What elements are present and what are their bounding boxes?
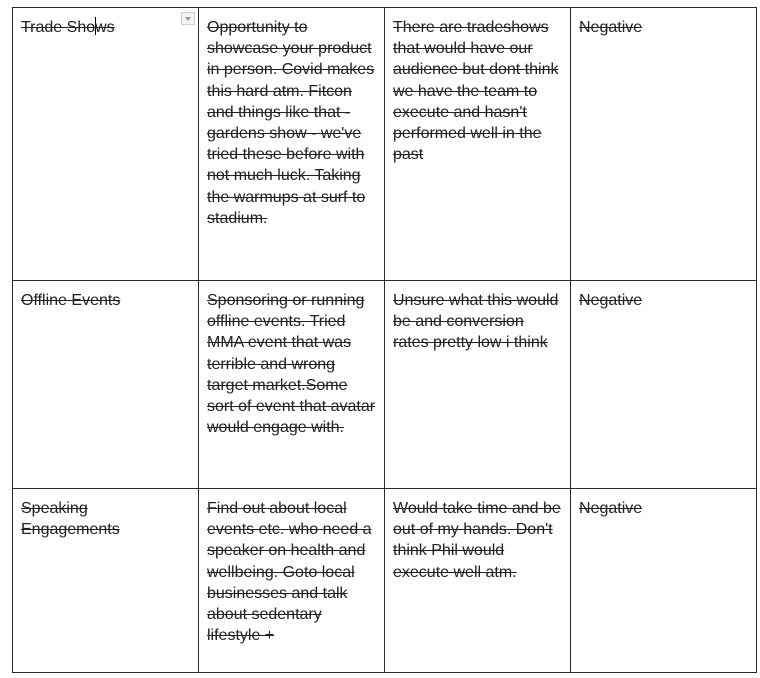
table-cell-rating[interactable] <box>571 8 757 281</box>
table-row <box>13 281 757 489</box>
description-text: Find out about local events etc. who need a speaker on health and wellbeing. Goto local businesses and talk about sedentary lifestyle + <box>207 500 372 645</box>
table-cell-rating[interactable] <box>571 281 757 489</box>
table-cell-description[interactable] <box>199 281 385 489</box>
rating-text: Negative <box>579 19 643 36</box>
rating-text: Negative <box>579 292 643 309</box>
table-cell-notes[interactable] <box>385 281 571 489</box>
chevron-down-icon[interactable] <box>181 12 195 25</box>
channel-label: Trade Shows <box>21 19 115 36</box>
table-cell-notes[interactable] <box>385 8 571 281</box>
table-cell-channel[interactable] <box>13 281 199 489</box>
table-row <box>13 8 757 281</box>
table-cell-rating[interactable] <box>571 489 757 673</box>
table-cell-channel[interactable] <box>13 489 199 673</box>
table-cell-notes[interactable] <box>385 489 571 673</box>
channel-label: Speaking Engagements <box>21 500 120 539</box>
table-cell-description[interactable] <box>199 8 385 281</box>
description-text: Sponsoring or running offline events. Tried MMA event that was terrible and wrong target market.Some sort of event that avatar would engage with. <box>207 292 376 437</box>
strategy-table <box>12 7 757 673</box>
table-cell-channel[interactable] <box>13 8 199 281</box>
notes-text: Unsure what this would be and conversion rates pretty low i think <box>393 292 559 352</box>
table-row <box>13 489 757 673</box>
channel-label: Offline Events <box>21 292 121 309</box>
notes-text: There are tradeshows that would have our audience but dont think we have the team to execute and hasn't performed well in the past <box>393 19 559 164</box>
description-text: Opportunity to showcase your product in person. Covid makes this hard atm. Fitcon and things like that - gardens show - we've tried these before with not much luck. Taking the warmups at surf to stadium. <box>207 19 375 227</box>
table-cell-description[interactable] <box>199 489 385 673</box>
notes-text: Would take time and be out of my hands. Don't think Phil would execute well atm. <box>393 500 561 581</box>
rating-text: Negative <box>579 500 643 517</box>
